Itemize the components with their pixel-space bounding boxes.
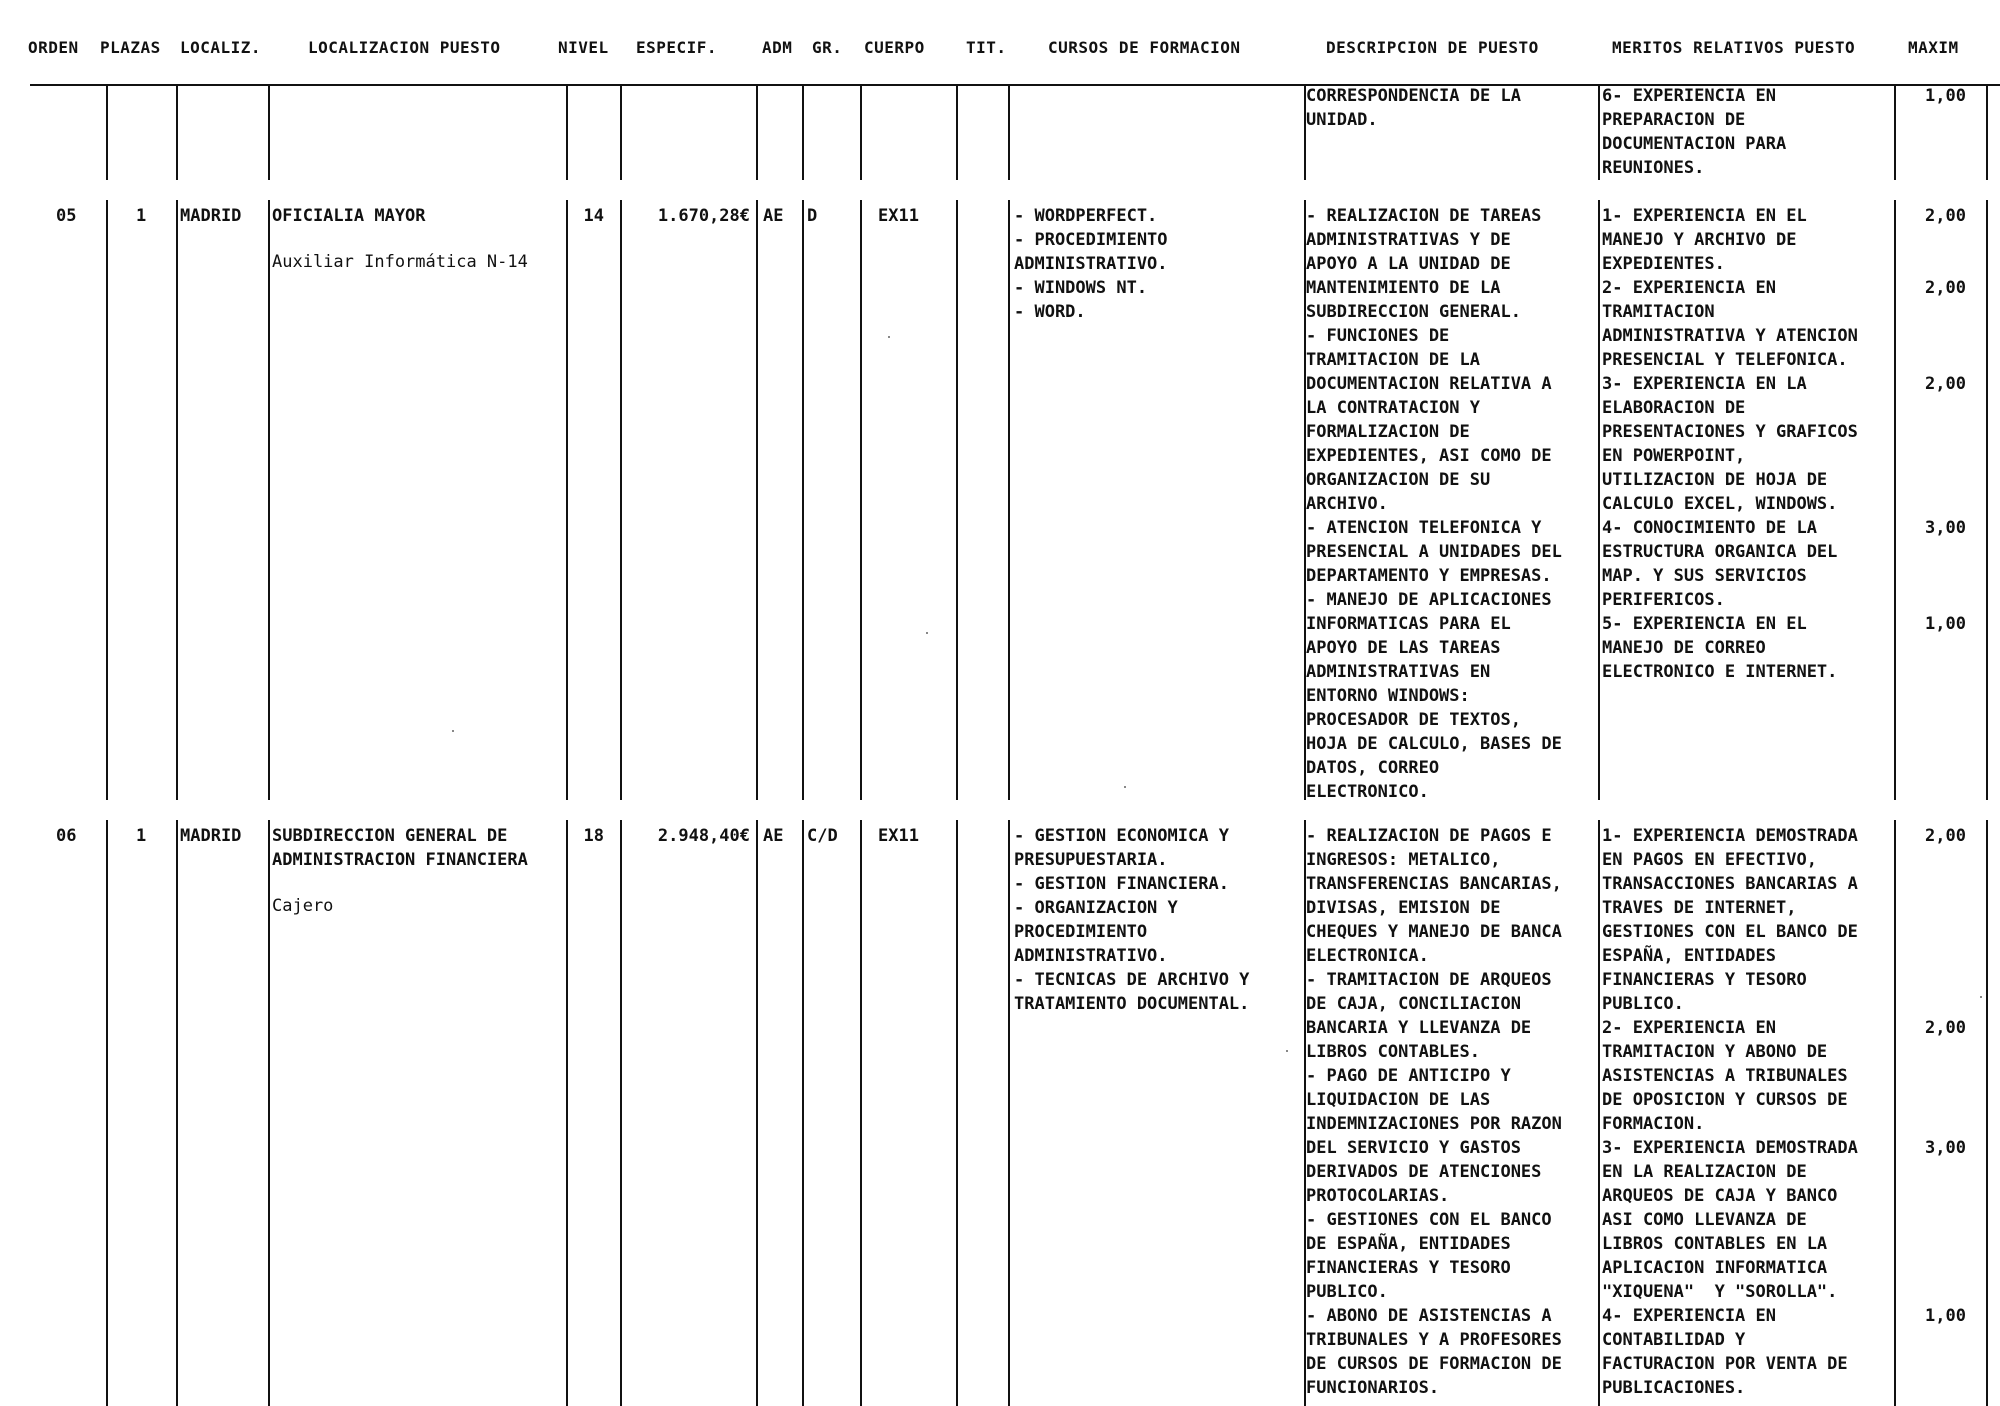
- column-divider: [106, 200, 108, 800]
- column-divider: [1986, 84, 1988, 180]
- header-localizacion: LOCALIZACION PUESTO: [308, 38, 501, 57]
- row05-merito-5-max: 1,00: [1925, 614, 1966, 634]
- header-meritos: MERITOS RELATIVOS PUESTO: [1612, 38, 1856, 57]
- row05-merito-5: 5- EXPERIENCIA EN EL MANEJO DE CORREO ELECTRONICO E INTERNET.: [1602, 614, 1838, 682]
- header-tit: TIT.: [966, 38, 1007, 57]
- row06-especif: 2.948,40€: [657, 826, 750, 846]
- column-divider: [566, 200, 568, 800]
- column-divider: [1598, 820, 1600, 1406]
- column-divider: [106, 820, 108, 1406]
- column-divider: [802, 84, 804, 180]
- row06-cursos: - GESTION ECONOMICA Y PRESUPUESTARIA. - GESTION FINANCIERA. - ORGANIZACION Y PROCEDIMIENTO ADMINISTRATIVO. - TECNICAS DE ARCHIVO Y TRATAMIENTO DOCUMENTAL.: [1014, 826, 1250, 1014]
- column-divider: [1598, 200, 1600, 800]
- column-divider: [1986, 820, 1988, 1406]
- row05-merito-3-max: 2,00: [1925, 374, 1966, 394]
- row06-merito-1: 1- EXPERIENCIA DEMOSTRADA EN PAGOS EN EFECTIVO, TRANSACCIONES BANCARIAS A TRAVES DE INTERNET, GESTIONES CON EL BANCO DE ESPAÑA, ENTIDADES FINANCIERAS Y TESORO PUBLICO.: [1602, 826, 1858, 1014]
- header-maxim: MAXIM: [1908, 38, 1959, 57]
- row06-puesto: Cajero: [272, 896, 334, 916]
- row05-localiz: MADRID: [180, 206, 242, 226]
- column-divider: [176, 84, 178, 180]
- row05-merito-1-max: 2,00: [1925, 206, 1966, 226]
- row06-gr: C/D: [807, 826, 838, 846]
- row06-unidad: SUBDIRECCION GENERAL DE ADMINISTRACION FINANCIERA: [272, 826, 528, 870]
- header-localiz: LOCALIZ.: [180, 38, 262, 57]
- row05-merito-2: 2- EXPERIENCIA EN TRAMITACION ADMINISTRATIVA Y ATENCION PRESENCIAL Y TELEFONICA.: [1602, 278, 1858, 370]
- row05-adm: AE: [763, 206, 784, 226]
- row05-especif: 1.670,28€: [657, 206, 750, 226]
- column-divider: [1008, 820, 1010, 1406]
- row05-nivel: 14: [583, 206, 604, 226]
- column-divider: [956, 84, 958, 180]
- scan-speck: [1124, 786, 1126, 788]
- row0-descripcion: CORRESPONDENCIA DE LA UNIDAD.: [1306, 86, 1521, 130]
- row05-cursos: - WORDPERFECT. - PROCEDIMIENTO ADMINISTRATIVO. - WINDOWS NT. - WORD.: [1014, 206, 1168, 322]
- row06-adm: AE: [763, 826, 784, 846]
- row06-merito-3-max: 3,00: [1925, 1138, 1966, 1158]
- row05-puesto: Auxiliar Informática N-14: [272, 252, 528, 272]
- column-divider: [176, 820, 178, 1406]
- row0-max: 1,00: [1925, 86, 1966, 106]
- column-divider: [860, 200, 862, 800]
- column-divider: [956, 820, 958, 1406]
- column-divider: [268, 820, 270, 1406]
- column-divider: [176, 200, 178, 800]
- row06-merito-4: 4- EXPERIENCIA EN CONTABILIDAD Y FACTURACION POR VENTA DE PUBLICACIONES.: [1602, 1306, 1848, 1398]
- header-gr: GR.: [812, 38, 843, 57]
- header-adm: ADM: [762, 38, 793, 57]
- row06-merito-2: 2- EXPERIENCIA EN TRAMITACION Y ABONO DE ASISTENCIAS A TRIBUNALES DE OPOSICION Y CURSOS DE FORMACION.: [1602, 1018, 1848, 1134]
- column-divider: [566, 84, 568, 180]
- row05-merito-1: 1- EXPERIENCIA EN EL MANEJO Y ARCHIVO DE EXPEDIENTES.: [1602, 206, 1807, 274]
- header-plazas: PLAZAS: [100, 38, 161, 57]
- scan-speck: [888, 336, 890, 338]
- column-divider: [802, 820, 804, 1406]
- row05-unidad: OFICIALIA MAYOR: [272, 206, 426, 226]
- column-divider: [756, 820, 758, 1406]
- column-divider: [1986, 200, 1988, 800]
- row05-cuerpo: EX11: [878, 206, 919, 226]
- column-divider: [956, 200, 958, 800]
- column-divider: [756, 84, 758, 180]
- scan-speck: [1980, 996, 1982, 998]
- scan-speck: [1286, 1050, 1288, 1052]
- row0-meritos: 6- EXPERIENCIA EN PREPARACION DE DOCUMENTACION PARA REUNIONES.: [1602, 86, 1787, 178]
- row06-plazas: 1: [136, 826, 147, 846]
- column-divider: [860, 84, 862, 180]
- row05-merito-4-max: 3,00: [1925, 518, 1966, 538]
- header-especif: ESPECIF.: [636, 38, 718, 57]
- row06-merito-4-max: 1,00: [1925, 1306, 1966, 1326]
- column-divider: [756, 200, 758, 800]
- row05-merito-2-max: 2,00: [1925, 278, 1966, 298]
- column-divider: [1008, 200, 1010, 800]
- row06-merito-1-max: 2,00: [1925, 826, 1966, 846]
- header-orden: ORDEN: [28, 38, 79, 57]
- header-nivel: NIVEL: [558, 38, 609, 57]
- column-divider: [566, 820, 568, 1406]
- column-divider: [268, 84, 270, 180]
- row05-orden: 05: [56, 206, 77, 226]
- row06-descripcion: - REALIZACION DE PAGOS E INGRESOS: METALICO, TRANSFERENCIAS BANCARIAS, DIVISAS, EMISION DE CHEQUES Y MANEJO DE BANCA ELECTRONICA. - TRAMITACION DE ARQUEOS DE CAJA, CONCILIACION BANCARIA Y LLEVANZA DE LIBROS CONTABLES. - PAGO DE ANTICIPO Y LIQUIDACION DE LAS INDEMNIZACIONES POR RAZON DEL SERVICIO Y GASTOS DERIVADOS DE ATENCIONES PROTOCOLARIAS. - GESTIONES CON EL BANCO DE ESPAÑA, ENTIDADES FINANCIERAS Y TESORO PUBLICO. - ABONO DE ASISTENCIAS A TRIBUNALES Y A PROFESORES DE CURSOS DE FORMACION DE FUNCIONARIOS.: [1306, 826, 1562, 1398]
- header-cuerpo: CUERPO: [864, 38, 925, 57]
- row06-nivel: 18: [583, 826, 604, 846]
- row06-merito-3: 3- EXPERIENCIA DEMOSTRADA EN LA REALIZACION DE ARQUEOS DE CAJA Y BANCO ASI COMO LLEVANZA DE LIBROS CONTABLES EN LA APLICACION INFORMATICA "XIQUENA" Y "SOROLLA".: [1602, 1138, 1858, 1302]
- column-divider: [106, 84, 108, 180]
- row05-merito-4: 4- CONOCIMIENTO DE LA ESTRUCTURA ORGANICA DEL MAP. Y SUS SERVICIOS PERIFERICOS.: [1602, 518, 1838, 610]
- column-divider: [802, 200, 804, 800]
- scan-speck: [926, 632, 928, 634]
- scan-speck: [452, 730, 454, 732]
- row06-localiz: MADRID: [180, 826, 242, 846]
- header-descripcion: DESCRIPCION DE PUESTO: [1326, 38, 1539, 57]
- column-divider: [1008, 84, 1010, 180]
- column-divider: [268, 200, 270, 800]
- row05-gr: D: [807, 206, 818, 226]
- header-cursos: CURSOS DE FORMACION: [1048, 38, 1241, 57]
- row06-orden: 06: [56, 826, 77, 846]
- row06-merito-2-max: 2,00: [1925, 1018, 1966, 1038]
- column-divider: [620, 200, 622, 800]
- row05-descripcion: - REALIZACION DE TAREAS ADMINISTRATIVAS Y DE APOYO A LA UNIDAD DE MANTENIMIENTO DE LA SUBDIRECCION GENERAL. - FUNCIONES DE TRAMITACION DE LA DOCUMENTACION RELATIVA A LA CONTRATACION Y FORMALIZACION DE EXPEDIENTES, ASI COMO DE ORGANIZACION DE SU ARCHIVO. - ATENCION TELEFONICA Y PRESENCIAL A UNIDADES DEL DEPARTAMENTO Y EMPRESAS. - MANEJO DE APLICACIONES INFORMATICAS PARA EL APOYO DE LAS TAREAS ADMINISTRATIVAS EN ENTORNO WINDOWS: PROCESADOR DE TEXTOS, HOJA DE CALCULO, BASES DE DATOS, CORREO ELECTRONICO.: [1306, 206, 1562, 802]
- column-divider: [860, 820, 862, 1406]
- row05-merito-3: 3- EXPERIENCIA EN LA ELABORACION DE PRESENTACIONES Y GRAFICOS EN POWERPOINT, UTILIZACION DE HOJA DE CALCULO EXCEL, WINDOWS.: [1602, 374, 1858, 514]
- row05-plazas: 1: [136, 206, 147, 226]
- column-divider: [1598, 84, 1600, 180]
- column-divider: [620, 84, 622, 180]
- column-divider: [620, 820, 622, 1406]
- row06-cuerpo: EX11: [878, 826, 919, 846]
